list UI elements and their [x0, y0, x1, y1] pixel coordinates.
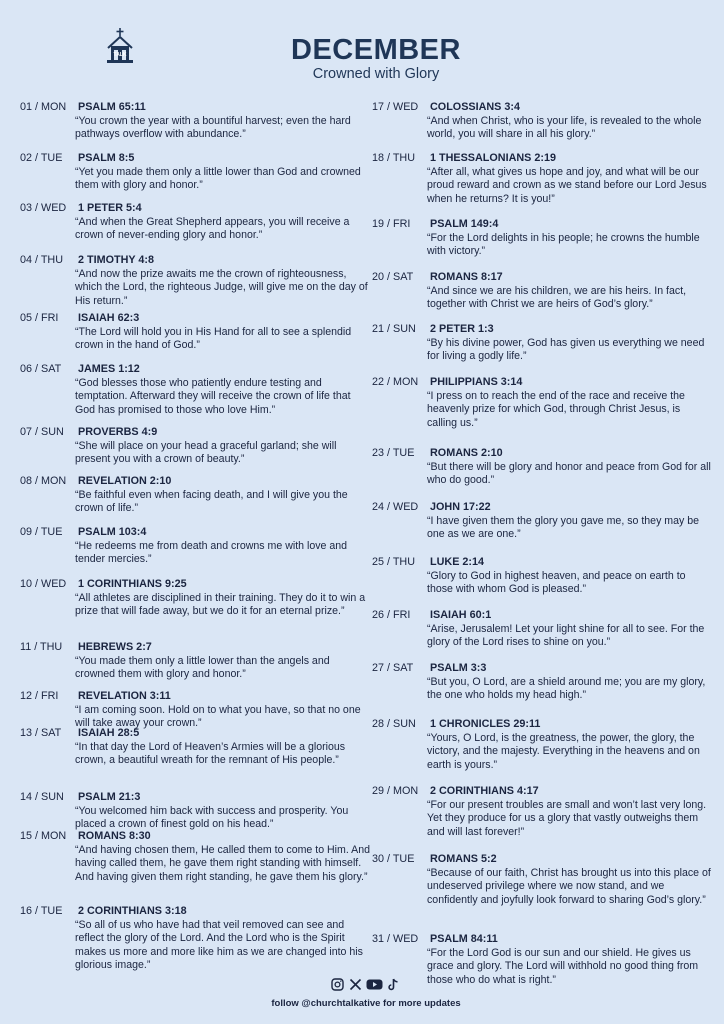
entry-verse-ref: REVELATION 2:10 — [78, 475, 172, 487]
entry-date: 22 / MON — [372, 376, 419, 388]
entry-verse-ref: ISAIAH 62:3 — [78, 312, 140, 324]
entry-date: 27 / SAT — [372, 662, 414, 674]
entry-verse-ref: HEBREWS 2:7 — [78, 641, 152, 653]
entry-quote: “Glory to God in highest heaven, and peace on earth to those with whom God is pleased.” — [427, 570, 686, 596]
entry-verse-ref: 2 CORINTHIANS 3:18 — [78, 905, 187, 917]
entry-quote: “For the Lord delights in his people; he crowns the humble with victory.” — [427, 232, 700, 258]
entry-quote: “Be faithful even when facing death, and I will give you the crown of life.” — [75, 489, 348, 515]
entry-date: 29 / MON — [372, 785, 419, 797]
entry-quote: “In that day the Lord of Heaven’s Armies will be a glorious crown, a beautiful wreath for the remnant of His people.” — [75, 741, 346, 767]
entry-date: 15 / MON — [20, 830, 67, 842]
entry-quote: “And now the prize awaits me the crown of righteousness, which the Lord, the righteous Judge, will give me on the day of His return.” — [75, 268, 368, 307]
entry-date: 10 / WED — [20, 578, 67, 590]
entry-verse-ref: JOHN 17:22 — [430, 501, 491, 513]
follow-text: follow @churchtalkative for more updates — [271, 998, 461, 1009]
entry-quote: “And since we are his children, we are his heirs. In fact, together with Christ we are heirs of God’s glory.” — [427, 285, 687, 311]
entry-quote: “God blesses those who patiently endure testing and temptation. Afterward they will receive the crown of life that God has promised to those who love Him.” — [75, 377, 351, 416]
entry-date: 13 / SAT — [20, 727, 62, 739]
entry-date: 11 / THU — [20, 641, 63, 653]
entry-date: 08 / MON — [20, 475, 67, 487]
entry-quote: “You made them only a little lower than the angels and crowned them with glory and honor.” — [75, 655, 330, 681]
entry-date: 06 / SAT — [20, 363, 62, 375]
entry-quote: “I press on to reach the end of the race and receive the heavenly prize for which God, through Christ Jesus, is calling us.” — [427, 390, 685, 429]
x-icon[interactable] — [349, 978, 362, 994]
entry-date: 07 / SUN — [20, 426, 64, 438]
entry-quote: “But you, O Lord, are a shield around me; you are my glory, the one who holds my head high.” — [427, 676, 706, 702]
entry-date: 30 / TUE — [372, 853, 415, 865]
page-title: DECEMBER — [291, 34, 461, 66]
entry-verse-ref: ROMANS 2:10 — [430, 447, 503, 459]
entry-verse-ref: 2 CORINTHIANS 4:17 — [430, 785, 539, 797]
entry-verse-ref: ROMANS 5:2 — [430, 853, 497, 865]
entry-quote: “All athletes are disciplined in their training. They do it to win a prize that will fade away, but we do it for an eternal prize.” — [75, 592, 366, 618]
entry-verse-ref: PSALM 84:11 — [430, 933, 498, 945]
entry-verse-ref: PHILIPPIANS 3:14 — [430, 376, 523, 388]
entry-quote: “For the Lord God is our sun and our shield. He gives us grace and glory. The Lord will withhold no good thing from those who do what is right.” — [427, 947, 699, 986]
entry-verse-ref: PSALM 103:4 — [78, 526, 147, 538]
entry-verse-ref: PROVERBS 4:9 — [78, 426, 158, 438]
entry-quote: “She will place on your head a graceful garland; she will present you with a crown of beauty.” — [75, 440, 337, 466]
entry-quote: “But there will be glory and honor and peace from God for all who do good.” — [427, 461, 711, 487]
entry-verse-ref: JAMES 1:12 — [78, 363, 140, 375]
entry-quote: “You welcomed him back with success and prosperity. You placed a crown of finest gold on his head.” — [75, 805, 349, 831]
entry-date: 02 / TUE — [20, 152, 63, 164]
entry-date: 12 / FRI — [20, 690, 59, 702]
entry-date: 03 / WED — [20, 202, 67, 214]
entry-quote: “Because of our faith, Christ has brought us into this place of undeserved privilege where we now stand, and we confidently and joyfully look forward to sharing God’s glory.” — [427, 867, 711, 906]
entry-verse-ref: 1 PETER 5:4 — [78, 202, 142, 214]
entry-date: 31 / WED — [372, 933, 419, 945]
entry-quote: “I have given them the glory you gave me, so they may be one as we are one.” — [427, 515, 700, 541]
entry-verse-ref: PSALM 65:11 — [78, 101, 146, 113]
entry-verse-ref: 1 CHRONICLES 29:11 — [430, 718, 541, 730]
entry-verse-ref: ROMANS 8:30 — [78, 830, 151, 842]
entry-verse-ref: REVELATION 3:11 — [78, 690, 171, 702]
svg-text:TALK: TALK — [113, 52, 127, 58]
entry-date: 18 / THU — [372, 152, 416, 164]
entry-quote: “After all, what gives us hope and joy, and what will be our proud reward and crown as we stand before our Lord Jesus when he returns? It is you!” — [427, 166, 707, 205]
entry-date: 25 / THU — [372, 556, 416, 568]
entry-verse-ref: PSALM 3:3 — [430, 662, 487, 674]
entry-verse-ref: 2 TIMOTHY 4:8 — [78, 254, 154, 266]
entry-verse-ref: ISAIAH 60:1 — [430, 609, 492, 621]
entry-date: 01 / MON — [20, 101, 67, 113]
instagram-icon[interactable] — [331, 978, 344, 994]
entry-date: 17 / WED — [372, 101, 419, 113]
entry-quote: “So all of us who have had that veil removed can see and reflect the glory of the Lord. And the Lord who is the Spirit makes us more and more like him as we are changed into his glorious image.” — [75, 919, 363, 972]
entry-verse-ref: ROMANS 8:17 — [430, 271, 503, 283]
entry-verse-ref: 1 CORINTHIANS 9:25 — [78, 578, 187, 590]
entry-date: 21 / SUN — [372, 323, 416, 335]
entry-date: 23 / TUE — [372, 447, 415, 459]
entry-date: 26 / FRI — [372, 609, 411, 621]
social-icons — [0, 978, 724, 994]
page-subtitle: Crowned with Glory — [312, 66, 440, 82]
entry-date: 16 / TUE — [20, 905, 63, 917]
entry-date: 20 / SAT — [372, 271, 414, 283]
entry-quote: “You crown the year with a bountiful harvest; even the hard pathways overflow with abundance.” — [75, 115, 351, 141]
tiktok-icon[interactable] — [388, 978, 399, 994]
entry-quote: “And having chosen them, He called them to come to Him. And having called them, he gave them right standing with himself. And having given them right standing, he gave them his glory.” — [75, 844, 371, 883]
entry-date: 05 / FRI — [20, 312, 59, 324]
entry-verse-ref: 1 THESSALONIANS 2:19 — [430, 152, 556, 164]
entry-verse-ref: LUKE 2:14 — [430, 556, 485, 568]
entry-date: 04 / THU — [20, 254, 64, 266]
entry-verse-ref: ISAIAH 28:5 — [78, 727, 140, 739]
entry-quote: “Yours, O Lord, is the greatness, the power, the glory, the victory, and the majesty. Everything in the heavens and on earth is yours.” — [427, 732, 700, 771]
entry-quote: “I am coming soon. Hold on to what you have, so that no one will take away your crown.” — [75, 704, 361, 730]
entry-verse-ref: PSALM 8:5 — [78, 152, 135, 164]
entry-quote: “Yet you made them only a little lower than God and crowned them with glory and honor.” — [75, 166, 361, 192]
entry-verse-ref: PSALM 21:3 — [78, 791, 141, 803]
entry-quote: “The Lord will hold you in His Hand for all to see a splendid crown in the hand of God.” — [75, 326, 352, 352]
youtube-icon[interactable] — [366, 978, 383, 994]
entry-quote: “For our present troubles are small and won’t last very long. Yet they produce for us a glory that vastly outweighs them and will last forever!” — [427, 799, 707, 838]
entry-quote: “Arise, Jerusalem! Let your light shine for all to see. For the glory of the Lord rises to shine on you.” — [427, 623, 705, 649]
entry-verse-ref: 2 PETER 1:3 — [430, 323, 494, 335]
entry-quote: “He redeems me from death and crowns me with love and tender mercies.” — [75, 540, 348, 566]
entry-verse-ref: PSALM 149:4 — [430, 218, 499, 230]
entry-date: 09 / TUE — [20, 526, 63, 538]
entry-quote: “And when Christ, who is your life, is revealed to the whole world, you will share in all his glory.” — [427, 115, 702, 141]
entry-verse-ref: COLOSSIANS 3:4 — [430, 101, 520, 113]
entry-date: 24 / WED — [372, 501, 419, 513]
entry-date: 28 / SUN — [372, 718, 416, 730]
entry-quote: “By his divine power, God has given us everything we need for living a godly life.” — [427, 337, 705, 363]
entry-quote: “And when the Great Shepherd appears, you will receive a crown of never-ending glory and honor.” — [75, 216, 350, 242]
entry-date: 14 / SUN — [20, 791, 64, 803]
entry-date: 19 / FRI — [372, 218, 411, 230]
